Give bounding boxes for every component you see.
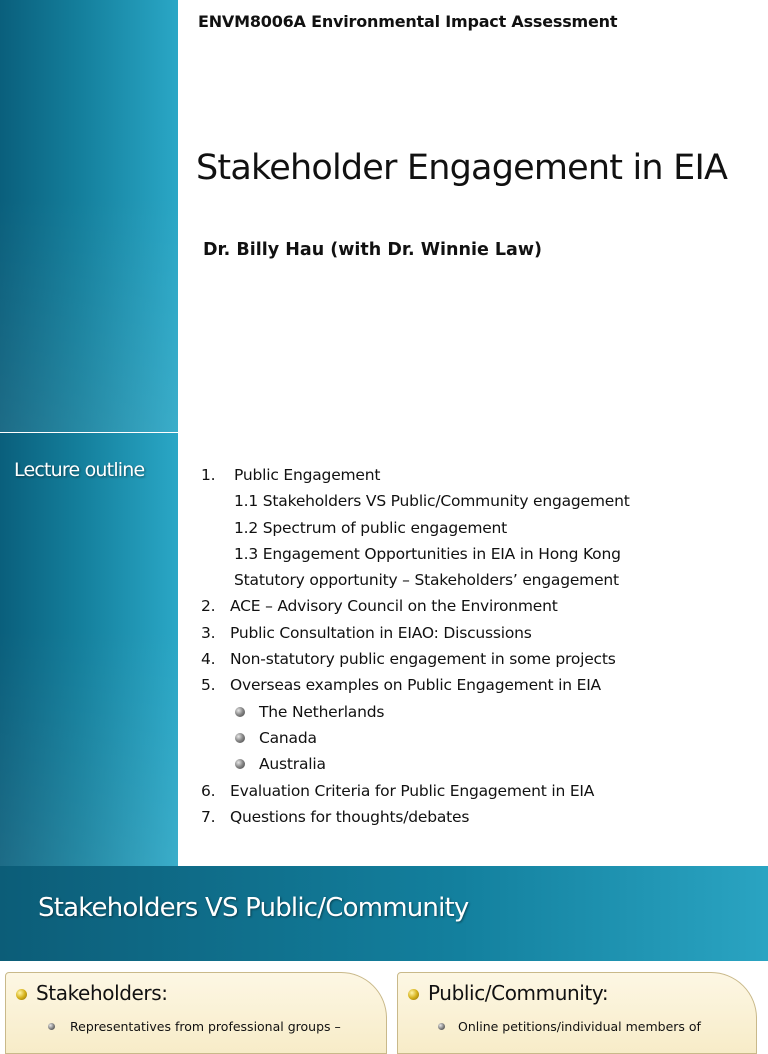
public-subitem: Online petitions/individual members of [458,1019,701,1034]
outline-subitem: Statutory opportunity – Stakeholders’ engagement [234,571,619,590]
outline-subitem: 1.3 Engagement Opportunities in EIA in Hong Kong [234,544,621,563]
outline-item [201,488,761,514]
public-heading: Public/Community: [428,981,609,1005]
outline-item [201,541,761,567]
outline-item [201,751,761,777]
sub-bullet-icon [438,1023,445,1030]
bullet-icon [235,759,245,769]
outline-number: 5. [201,676,216,695]
bullet-icon [408,989,419,1000]
outline-number: 1. [201,466,216,484]
outline-item [201,672,761,698]
slide-title: Stakeholder Engagement in EIA [196,148,728,188]
course-name: ENVM8006A Environmental Impact Assessment [198,12,618,31]
outline-number: 4. [201,650,216,669]
outline-number: 3. [201,623,216,642]
outline-label: Lecture outline [14,459,145,481]
outline-item [201,567,761,593]
outline-item [201,804,761,830]
banner-title: Stakeholders VS Public/Community [38,893,469,923]
outline-item [201,462,761,488]
stakeholders-card [5,972,387,1054]
outline-number: 7. [201,807,216,826]
teal-side-bar [0,0,178,432]
outline-subitem: 1.1 Stakeholders VS Public/Community engagement [234,492,630,511]
title-banner [0,866,768,961]
bullet-icon [235,707,245,717]
bullet-icon [16,989,27,1000]
outline-bullet-text: Canada [259,728,317,747]
outline-text: ACE – Advisory Council on the Environment [230,597,558,616]
outline-text: Public Consultation in EIAO: Discussions [230,623,532,642]
outline-item [201,620,761,646]
outline-item [201,699,761,725]
stakeholders-subitem: Representatives from professional groups – [70,1019,341,1034]
outline-text: Evaluation Criteria for Public Engagement in EIA [230,781,595,800]
teal-side-bar [0,433,178,866]
author-line: Dr. Billy Hau (with Dr. Winnie Law) [203,240,543,260]
outline-text: Non-statutory public engagement in some projects [230,650,616,669]
outline-text: Public Engagement [234,466,381,484]
outline-item [201,725,761,751]
outline-item [201,646,761,672]
stakeholders-heading: Stakeholders: [36,981,168,1005]
stakeholders-slide [0,866,768,1034]
outline-subitem: 1.2 Spectrum of public engagement [234,518,508,537]
outline-item [201,515,761,541]
outline-bullet-text: The Netherlands [259,702,385,721]
outline-list [201,462,761,830]
outline-number: 2. [201,597,216,616]
title-slide [0,0,768,432]
outline-bullet-text: Australia [259,755,326,774]
outline-number: 6. [201,781,216,800]
public-card [397,972,757,1054]
sub-bullet-icon [48,1023,55,1030]
outline-slide [0,433,768,866]
bullet-icon [235,733,245,743]
outline-text: Overseas examples on Public Engagement in EIA [230,676,601,695]
outline-text: Questions for thoughts/debates [230,807,470,826]
outline-item [201,778,761,804]
outline-item [201,593,761,619]
